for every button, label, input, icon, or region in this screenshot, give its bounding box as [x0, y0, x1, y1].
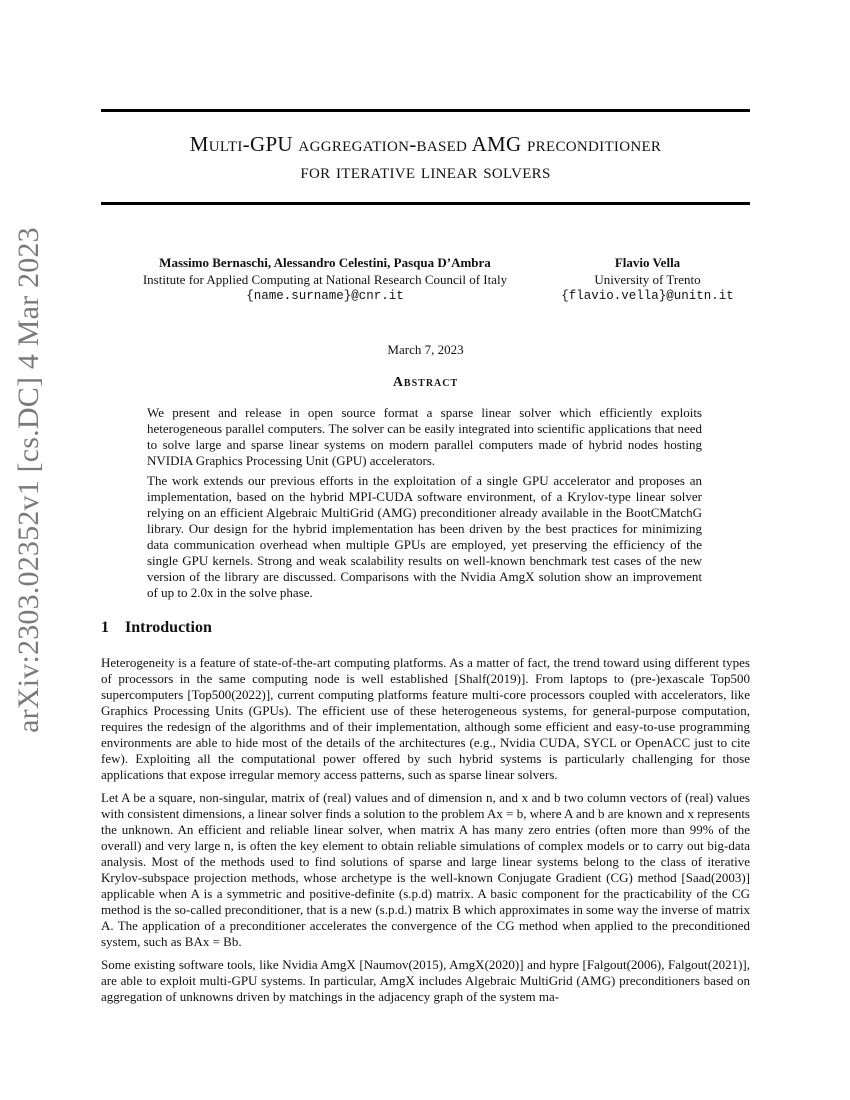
section-number: 1: [101, 619, 109, 636]
author-affiliation: University of Trento: [594, 272, 701, 287]
paper-title-line-2: for iterative linear solvers: [300, 159, 551, 183]
author-block-1: [110, 254, 540, 305]
arxiv-identifier-text: arXiv:2303.02352v1 [cs.DC] 4 Mar 2023: [12, 227, 46, 733]
title-bottom-rule: [101, 202, 750, 205]
paper-title-line-1: Multi-GPU aggregation-based AMG preconditioner: [189, 132, 662, 156]
abstract: [147, 405, 702, 605]
section-heading: [101, 619, 212, 637]
arxiv-identifier: [12, 227, 46, 733]
body-paragraph: Some existing software tools, like Nvidia AmgX [Naumov(2015), AmgX(2020)] and hypre [Falgout(2006), Falgout(2021)], are able to exploit multi-GPU systems. In particular, AmgX includes Algebraic MultiGrid (AMG) preconditioners based on aggregation of unknowns driven by matchings in the adjacency graph of the system ma-: [101, 957, 750, 1004]
abstract-heading: Abstract: [392, 375, 459, 390]
paper-date: March 7, 2023: [387, 342, 464, 357]
author-names: Massimo Bernaschi, Alessandro Celestini, Pasqua D’Ambra: [159, 255, 491, 270]
section-body: [101, 655, 750, 1012]
paper-title: [101, 131, 750, 185]
author-block-2: [540, 254, 755, 305]
body-paragraph: Heterogeneity is a feature of state-of-the-art computing platforms. As a matter of fact, the trend toward using different types of processors in the same computing node is well established [Shalf(2019)]. From laptops to (pre-)exascale Top500 supercomputers [Top500(2022)], current computing platforms feature multi-core processors coupled with accelerators, like Graphics Processing Units (GPUs). The efficient use of these heterogeneous systems, for general-purpose computation, requires the redesign of the algorithms and of their implementation, although some efficient and easy-to-use programming environments are able to hide most of the details of the architectures (e.g., Nvidia CUDA, SYCL or OpenACC just to cite few). Exploiting all the computational power offered by such hybrid systems is particularly challenging for those applications that expose irregular memory access patterns, such as sparse linear solvers.: [101, 655, 750, 782]
title-top-rule: [101, 109, 750, 112]
author-email: {name.surname}@cnr.it: [246, 289, 404, 303]
section-title: Introduction: [125, 619, 212, 636]
author-affiliation: Institute for Applied Computing at National Research Council of Italy: [142, 272, 508, 287]
abstract-paragraph: We present and release in open source format a sparse linear solver which efficiently exploits heterogeneous parallel computers. The solver can be easily integrated into scientific applications that need to solve large and sparse linear systems on modern parallel computers made of hybrid nodes hosting NVIDIA Graphics Processing Unit (GPU) accelerators.: [147, 405, 702, 468]
author-names: Flavio Vella: [614, 255, 681, 270]
body-paragraph: Let A be a square, non-singular, matrix of (real) values and of dimension n, and x and b two column vectors of (real) values with consistent dimensions, a linear solver finds a solution to the problem Ax = b, where A and b are known and x represents the unknown. An efficient and reliable linear solver, when matrix A has many zero entries (often more than 99% of the overall) and very large n, is often the key element to obtain reliable simulations of complex models or to carry out big-data analysis. Most of the methods used to find solutions of sparse and large linear systems belong to the class of iterative Krylov-subspace projection methods, whose archetype is the well-known Conjugate Gradient (CG) method [Saad(2003)] applicable when A is a symmetric and positive-definite (s.p.d) matrix. A basic component for the practicability of the CG method is the so-called preconditioner, that is a new (s.p.d.) matrix B which approximates in some way the inverse of matrix A. The application of a preconditioner accelerates the convergence of the CG method when applied to the preconditioned system, such as BAx = Bb.: [101, 790, 750, 949]
author-email: {flavio.vella}@unitn.it: [561, 289, 734, 303]
abstract-paragraph: The work extends our previous efforts in the exploitation of a single GPU accelerator and proposes an implementation, based on the hybrid MPI-CUDA software environment, of a Krylov-type linear solver relying on an efficient Algebraic MultiGrid (AMG) preconditioner already available in the BootCMatchG library. Our design for the hybrid implementation has been driven by the best practices for minimizing data communication overhead when multiple GPUs are employed, yet preserving the efficiency of the single GPU kernels. Strong and weak scalability results on well-known benchmark test cases of the new version of the library are discussed. Comparisons with the Nvidia AmgX solution show an improvement of up to 2.0x in the solve phase.: [147, 473, 702, 600]
